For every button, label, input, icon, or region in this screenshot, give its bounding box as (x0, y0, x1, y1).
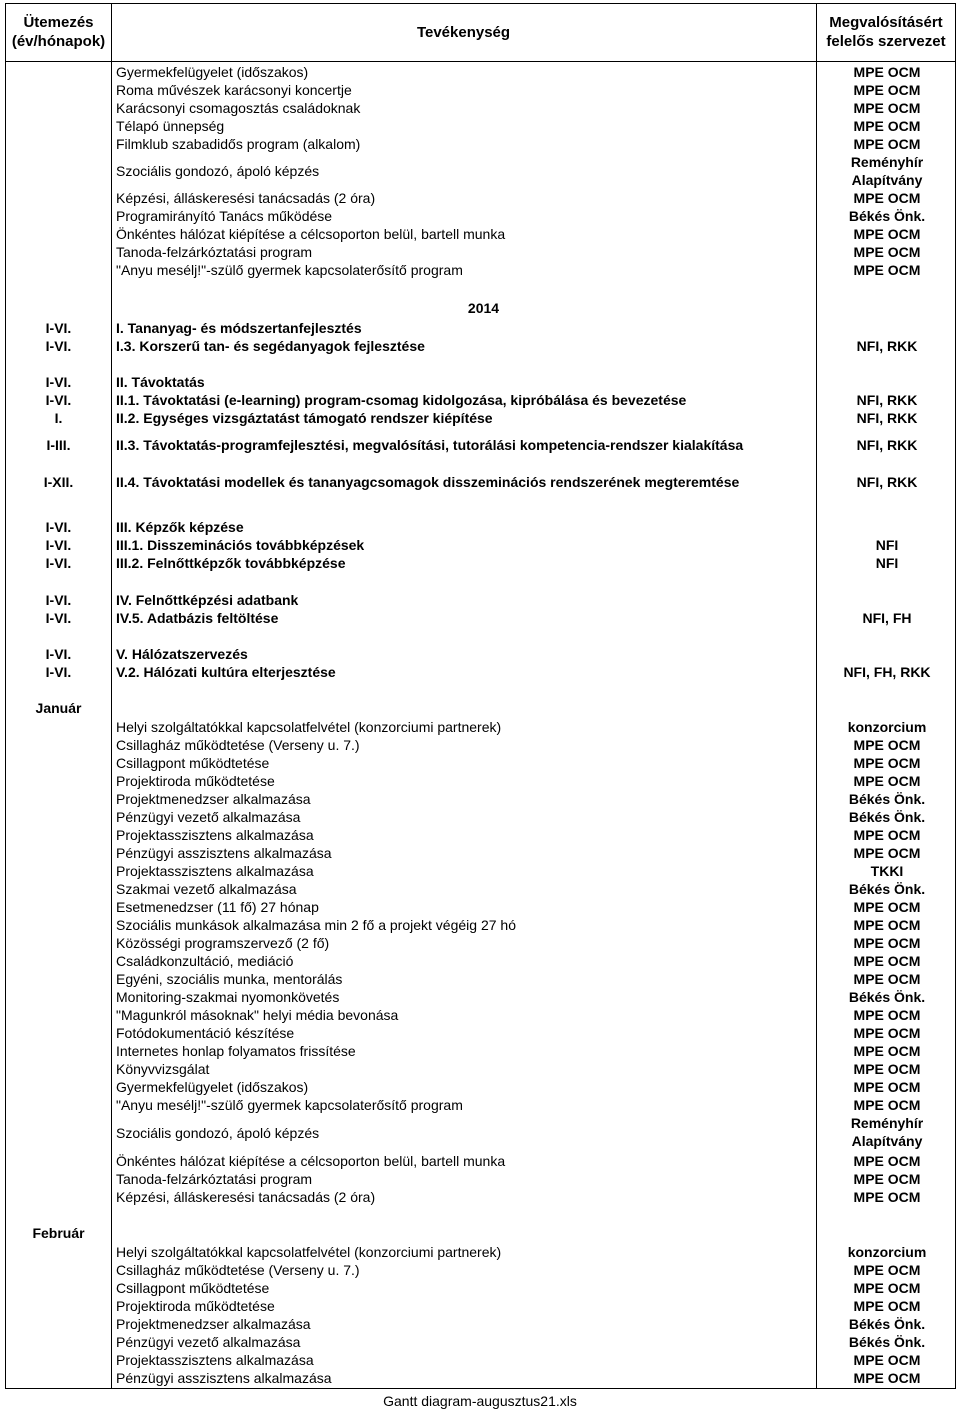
table-row (6, 319, 955, 337)
table-row (6, 1261, 955, 1279)
responsible-cell: MPE OCM (853, 1298, 921, 1314)
responsible-cell: NFI, RKK (856, 474, 918, 490)
activity-cell: Roma művészek karácsonyi koncertje (116, 82, 352, 98)
file-name: Gantt diagram-augusztus21.xls (383, 1393, 577, 1409)
schedule-cell: I-VI. (45, 519, 72, 535)
activity-cell: II.4. Távoktatási modellek és tananyagcsomagok disszeminációs rendszerének megteremtése (116, 474, 740, 490)
responsible-cell: MPE OCM (853, 100, 921, 116)
header-activity: Tevékenység (416, 23, 511, 41)
table-row (6, 117, 955, 135)
responsible-cell: MPE OCM (853, 136, 921, 152)
activity-cell: Projektasszisztens alkalmazása (116, 863, 314, 879)
table-row (6, 1297, 955, 1315)
table-row (6, 337, 955, 355)
responsible-cell: Békés Önk. (848, 1334, 926, 1350)
activity-cell: Pénzügyi asszisztens alkalmazása (116, 845, 332, 861)
table-row (6, 518, 955, 536)
activity-cell: Télapó ünnepség (116, 118, 225, 134)
schedule-cell: I-VI. (45, 392, 72, 408)
responsible-cell: MPE OCM (853, 1007, 921, 1023)
schedule-cell: I-VI. (45, 320, 72, 336)
table-row (6, 1369, 955, 1387)
schedule-cell: Január (35, 700, 82, 716)
activity-cell: Karácsonyi csomagosztás családoknak (116, 100, 361, 116)
table-row (6, 1042, 955, 1060)
table-row (6, 189, 955, 207)
table-row (6, 790, 955, 808)
activity-cell: Projektasszisztens alkalmazása (116, 827, 314, 843)
responsible-cell: MPE OCM (853, 755, 921, 771)
activity-cell: I.3. Korszerű tan- és segédanyagok fejlesztése (116, 338, 425, 354)
table-row (6, 772, 955, 790)
table-row (6, 1024, 955, 1042)
activity-cell: "Anyu mesélj!"-szülő gyermek kapcsolaterősítő program (116, 262, 463, 278)
table-row (6, 1279, 955, 1297)
responsible-cell: Reményhír Alapítvány (850, 1115, 924, 1149)
responsible-cell: MPE OCM (853, 1352, 921, 1368)
responsible-cell: MPE OCM (853, 1262, 921, 1278)
table-row (6, 844, 955, 862)
table-row (6, 153, 955, 189)
activity-cell: Pénzügyi vezető alkalmazása (116, 809, 301, 825)
responsible-cell: konzorcium (847, 1244, 927, 1260)
responsible-cell: Békés Önk. (848, 989, 926, 1005)
responsible-cell: TKKI (870, 863, 904, 879)
responsible-cell: MPE OCM (853, 1079, 921, 1095)
activity-cell: III. Képzők képzése (116, 519, 244, 535)
header-divider (6, 61, 955, 62)
table-row (6, 536, 955, 554)
table-row (6, 808, 955, 826)
responsible-cell: MPE OCM (853, 827, 921, 843)
schedule-cell: I-VI. (45, 555, 72, 571)
activity-cell: III.2. Felnőttképzők továbbképzése (116, 555, 346, 571)
activity-cell: Képzési, álláskeresési tanácsadás (2 óra) (116, 190, 376, 206)
month-row (6, 699, 955, 717)
schedule-cell: I-XII. (43, 474, 74, 490)
activity-cell: Projektiroda működtetése (116, 773, 275, 789)
responsible-cell: Békés Önk. (848, 809, 926, 825)
table-row (6, 373, 955, 391)
activity-cell: Önkéntes hálózat kiépítése a célcsoporton belül, bartell munka (116, 226, 506, 242)
responsible-cell: konzorcium (847, 719, 927, 735)
table-row (6, 609, 955, 627)
table-row (6, 1315, 955, 1333)
table-row (6, 435, 955, 455)
table-row (6, 1114, 955, 1152)
responsible-cell: MPE OCM (853, 1171, 921, 1187)
activity-cell: V. Hálózatszervezés (116, 646, 248, 662)
responsible-cell: MPE OCM (853, 737, 921, 753)
year-label: 2014 (467, 300, 500, 316)
responsible-cell: MPE OCM (853, 226, 921, 242)
responsible-cell: NFI, FH, RKK (843, 664, 931, 680)
activity-cell: Gyermekfelügyelet (időszakos) (116, 1079, 309, 1095)
schedule-cell: I-VI. (45, 592, 72, 608)
responsible-cell: MPE OCM (853, 262, 921, 278)
activity-cell: Szociális munkások alkalmazása min 2 fő a projekt végéig 27 hó (116, 917, 516, 933)
responsible-cell: MPE OCM (853, 1025, 921, 1041)
table-row (6, 554, 955, 572)
activity-cell: Helyi szolgáltatókkal kapcsolatfelvétel (konzorciumi partnerek) (116, 1244, 502, 1260)
table-row (6, 1078, 955, 1096)
table-row (6, 952, 955, 970)
schedule-cell: I-VI. (45, 610, 72, 626)
responsible-cell: MPE OCM (853, 971, 921, 987)
activity-cell: Szociális gondozó, ápoló képzés (116, 163, 320, 179)
activity-cell: "Anyu mesélj!"-szülő gyermek kapcsolaterősítő program (116, 1097, 463, 1113)
activity-cell: V.2. Hálózati kultúra elterjesztése (116, 664, 336, 680)
activity-cell: II. Távoktatás (116, 374, 205, 390)
schedule-cell: I-VI. (45, 646, 72, 662)
responsible-cell: MPE OCM (853, 845, 921, 861)
table-row (6, 880, 955, 898)
year-row (6, 299, 955, 317)
responsible-cell: Reményhír Alapítvány (850, 154, 924, 188)
activity-cell: Projektmenedzser alkalmazása (116, 1316, 311, 1332)
activity-cell: II.3. Távoktatás-programfejlesztési, megvalósítási, tutorálási kompetencia-rendszer kialakítása (116, 437, 744, 453)
table-row (6, 934, 955, 952)
responsible-cell: MPE OCM (853, 190, 921, 206)
table-row (6, 472, 955, 492)
table-row (6, 591, 955, 609)
activity-cell: IV. Felnőttképzési adatbank (116, 592, 299, 608)
responsible-cell: MPE OCM (853, 773, 921, 789)
activity-cell: Fotódokumentáció készítése (116, 1025, 295, 1041)
table-row (6, 243, 955, 261)
table-row (6, 1243, 955, 1261)
activity-cell: Csillagpont működtetése (116, 755, 270, 771)
responsible-cell: NFI, RKK (856, 410, 918, 426)
responsible-cell: MPE OCM (853, 118, 921, 134)
schedule-cell: I-VI. (45, 537, 72, 553)
activity-cell: Csillagház működtetése (Verseny u. 7.) (116, 737, 360, 753)
schedule-cell: I-VI. (45, 664, 72, 680)
responsible-cell: MPE OCM (853, 1097, 921, 1113)
table-row (6, 988, 955, 1006)
activity-cell: Csillagpont működtetése (116, 1280, 270, 1296)
responsible-cell: Békés Önk. (848, 791, 926, 807)
activity-cell: Önkéntes hálózat kiépítése a célcsoporton belül, bartell munka (116, 1153, 506, 1169)
activity-cell: Tanoda-felzárkóztatási program (116, 1171, 313, 1187)
table-row (6, 1006, 955, 1024)
activity-cell: Internetes honlap folyamatos frissítése (116, 1043, 356, 1059)
table-row (6, 391, 955, 409)
activity-cell: Egyéni, szociális munka, mentorálás (116, 971, 343, 987)
responsible-cell: Békés Önk. (848, 208, 926, 224)
table-row (6, 1188, 955, 1206)
responsible-cell: NFI (875, 537, 899, 553)
table-row (6, 207, 955, 225)
activity-cell: Pénzügyi vezető alkalmazása (116, 1334, 301, 1350)
activity-cell: Esetmenedzser (11 fő) 27 hónap (116, 899, 319, 915)
responsible-cell: MPE OCM (853, 899, 921, 915)
table-row (6, 916, 955, 934)
table-row (6, 970, 955, 988)
table-row (6, 99, 955, 117)
activity-cell: "Magunkról másoknak" helyi média bevonása (116, 1007, 399, 1023)
activity-cell: Könyvvizsgálat (116, 1061, 210, 1077)
activity-cell: Projektmenedzser alkalmazása (116, 791, 311, 807)
responsible-cell: MPE OCM (853, 953, 921, 969)
responsible-cell: NFI, FH (862, 610, 912, 626)
activity-cell: II.1. Távoktatási (e-learning) program-csomag kidolgozása, kipróbálása és bevezetése (116, 392, 687, 408)
table-row (6, 261, 955, 279)
table-row (6, 645, 955, 663)
schedule-cell: I-VI. (45, 374, 72, 390)
responsible-cell: NFI (875, 555, 899, 571)
table-row (6, 1096, 955, 1114)
table-row (6, 898, 955, 916)
table-row (6, 1170, 955, 1188)
activity-cell: Képzési, álláskeresési tanácsadás (2 óra) (116, 1189, 376, 1205)
responsible-cell: MPE OCM (853, 244, 921, 260)
activity-cell: II.2. Egységes vizsgáztatást támogató rendszer kiépítése (116, 410, 493, 426)
activity-cell: Gyermekfelügyelet (időszakos) (116, 64, 309, 80)
activity-cell: III.1. Disszeminációs továbbképzések (116, 537, 365, 553)
table-row (6, 1060, 955, 1078)
responsible-cell: MPE OCM (853, 1280, 921, 1296)
schedule-sheet (5, 3, 956, 1389)
activity-cell: Közösségi programszervező (2 fő) (116, 935, 330, 951)
table-row (6, 409, 955, 427)
responsible-cell: MPE OCM (853, 1043, 921, 1059)
schedule-cell: I-VI. (45, 338, 72, 354)
table-row (6, 862, 955, 880)
responsible-cell: MPE OCM (853, 1370, 921, 1386)
responsible-cell: MPE OCM (853, 1189, 921, 1205)
schedule-cell: Február (32, 1225, 85, 1241)
responsible-cell: Békés Önk. (848, 1316, 926, 1332)
table-row (6, 736, 955, 754)
activity-cell: Tanoda-felzárkóztatási program (116, 244, 313, 260)
responsible-cell: MPE OCM (853, 82, 921, 98)
activity-cell: Pénzügyi asszisztens alkalmazása (116, 1370, 332, 1386)
table-row (6, 1333, 955, 1351)
responsible-cell: MPE OCM (853, 1061, 921, 1077)
activity-cell: Szakmai vezető alkalmazása (116, 881, 297, 897)
activity-cell: Monitoring-szakmai nyomonkövetés (116, 989, 340, 1005)
table-row (6, 63, 955, 81)
table-row (6, 663, 955, 681)
activity-cell: Csillagház működtetése (Verseny u. 7.) (116, 1262, 360, 1278)
table-row (6, 754, 955, 772)
activity-cell: Projektasszisztens alkalmazása (116, 1352, 314, 1368)
responsible-cell: MPE OCM (853, 935, 921, 951)
responsible-cell: NFI, RKK (856, 392, 918, 408)
table-row (6, 1152, 955, 1170)
activity-cell: Filmklub szabadidős program (alkalom) (116, 136, 361, 152)
responsible-cell: MPE OCM (853, 917, 921, 933)
responsible-cell: NFI, RKK (856, 437, 918, 453)
activity-cell: Projektiroda működtetése (116, 1298, 275, 1314)
table-row (6, 135, 955, 153)
table-row (6, 718, 955, 736)
activity-cell: Helyi szolgáltatókkal kapcsolatfelvétel (konzorciumi partnerek) (116, 719, 502, 735)
table-row (6, 81, 955, 99)
schedule-cell: I-III. (46, 437, 71, 453)
activity-cell: Családkonzultáció, mediáció (116, 953, 294, 969)
table-row (6, 826, 955, 844)
activity-cell: Programirányító Tanács működése (116, 208, 333, 224)
table-row (6, 1351, 955, 1369)
header-schedule: Ütemezés (év/hónapok) (11, 14, 106, 50)
activity-cell: IV.5. Adatbázis feltöltése (116, 610, 279, 626)
responsible-cell: MPE OCM (853, 64, 921, 80)
responsible-cell: NFI, RKK (856, 338, 918, 354)
header-responsible: Megvalósításért felelős szervezet (826, 14, 946, 50)
activity-cell: I. Tananyag- és módszertanfejlesztés (116, 320, 362, 336)
responsible-cell: Békés Önk. (848, 881, 926, 897)
activity-cell: Szociális gondozó, ápoló képzés (116, 1125, 320, 1141)
schedule-cell: I. (54, 410, 63, 426)
responsible-cell: MPE OCM (853, 1153, 921, 1169)
month-row (6, 1224, 955, 1242)
table-row (6, 225, 955, 243)
